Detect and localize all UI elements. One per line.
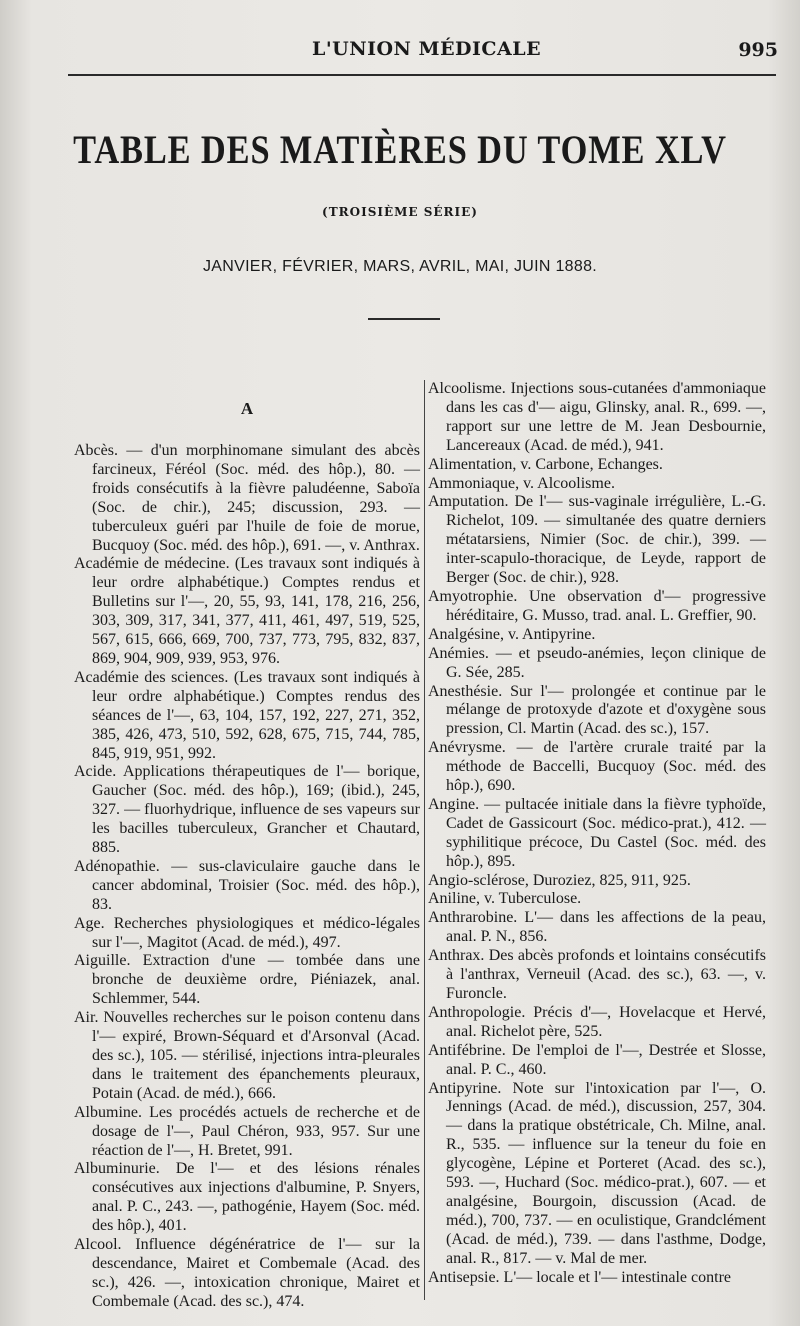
index-entry: Alimentation, v. Carbone, Echanges.	[428, 455, 663, 473]
column-divider	[424, 380, 425, 1300]
index-entry: Anthrarobine. L'— dans les affections de la peau, anal. P. N., 856.	[428, 909, 766, 946]
section-letter: A	[240, 399, 254, 418]
index-entry: Académie de médecine. (Les travaux sont indiqués à leur ordre alphabétique.) Comptes rendus et Bulletins sur l'—, 20, 55, 93, 141, 178, 216, 256, 303, 309, 317, 341, 377, 411, 461, 497, 519, 525, 567, 615, 666, 669, 700, 737, 773, 795, 832, 837, 869, 904, 909, 939, 953, 976.	[74, 555, 420, 667]
index-entry: Antifébrine. De l'emploi de l'—, Destrée et Slosse, anal. P. C., 460.	[428, 1041, 766, 1078]
index-entry: Ammoniaque, v. Alcoolisme.	[428, 474, 615, 492]
right-column	[428, 380, 766, 1288]
left-column	[74, 380, 420, 1312]
index-entry: Aniline, v. Tuberculose.	[428, 890, 582, 908]
index-entry: Antisepsie. L'— locale et l'— intestinale contre	[428, 1268, 732, 1286]
index-entry: Albumine. Les procédés actuels de recherche et de dosage de l'—, Paul Chéron, 933, 957. Sur une réaction de l'—, H. Bretet, 991.	[74, 1103, 420, 1159]
journal-name: L'UNION MÉDICALE	[312, 38, 542, 60]
index-entry: Anthropologie. Précis d'—, Hovelacque et Hervé, anal. Richelot père, 525.	[428, 1003, 766, 1040]
index-entry: Alcool. Influence dégénératrice de l'— sur la descendance, Mairet et Combemale (Acad. des sc.), 426. —, intoxication chronique, Mairet et Combemale (Acad. des sc.), 474.	[74, 1236, 420, 1310]
index-entry: Age. Recherches physiologiques et médico-légales sur l'—, Magitot (Acad. de méd.), 497.	[74, 914, 420, 951]
series-subtitle: (TROISIÈME SÉRIE)	[322, 205, 478, 219]
index-entry: Analgésine, v. Antipyrine.	[428, 625, 596, 643]
page-number: 995	[738, 39, 778, 61]
index-entry: Angio-sclérose, Duroziez, 825, 911, 925.	[428, 871, 691, 889]
index-entry: Air. Nouvelles recherches sur le poison contenu dans l'— expiré, Brown-Séquard et d'Arsonval (Acad. des sc.), 105. — stérilisé, injections intra-pleurales dans le traitement des épanchements pleuraux, Potain (Acad. de méd.), 666.	[74, 1009, 420, 1102]
period-line: JANVIER, FÉVRIER, MARS, AVRIL, MAI, JUIN 1888.	[202, 258, 598, 275]
index-entry: Amputation. De l'— sus-vaginale irrégulière, L.-G. Richelot, 109. — simultanée des quatre derniers métatarsiens, Nimier (Soc. de chir.), 399. — inter-scapulo-thoracique, de Leyde, rapport de Berger (Soc. de chir.), 928.	[428, 493, 766, 587]
section-rule	[368, 318, 440, 320]
index-entry: Anémies. — et pseudo-anémies, leçon clinique de G. Sée, 285.	[428, 644, 766, 681]
index-entry: Académie des sciences. (Les travaux sont indiqués à leur ordre alphabétique.) Comptes rendus des séances de l'—, 63, 104, 157, 192, 227, 271, 352, 385, 426, 473, 510, 592, 628, 675, 715, 744, 785, 845, 919, 951, 992.	[74, 668, 420, 762]
index-entry: Abcès. — d'un morphinomane simulant des abcès farcineux, Féréol (Soc. méd. des hôp.), 80. — froids consécutifs à la fièvre paludéenne, Saboïa (Soc. de chir.), 245; discussion, 293. — tuberculeux guéri par l'huile de foie de morue, Bucquoy (Soc. méd. des hôp.), 691. —, v. Anthrax.	[74, 442, 420, 554]
index-entry: Acide. Applications thérapeutiques de l'— borique, Gaucher (Soc. méd. des hôp.), 169; (ibid.), 245, 327. — fluorhydrique, influence de ses vapeurs sur les bacilles tuberculeux, Grancher et Chautard, 885.	[74, 763, 420, 857]
index-entry: Anesthésie. Sur l'— prolongée et continue par le mélange de protoxyde d'azote et d'oxygène sous pression, Cl. Martin (Acad. des sc.), 157.	[428, 682, 766, 738]
index-entry: Anthrax. Des abcès profonds et lointains consécutifs à l'anthrax, Verneuil (Acad. des sc.), 63. —, v. Furoncle.	[428, 947, 766, 1002]
header-rule	[68, 74, 776, 76]
index-entry: Anévrysme. — de l'artère crurale traité par la méthode de Baccelli, Bucquoy (Soc. méd. des hôp.), 690.	[428, 739, 766, 795]
index-entry: Alcoolisme. Injections sous-cutanées d'ammoniaque dans les cas d'— aigu, Glinsky, anal. R., 699. —, rapport sur une lettre de M. Jean Desbournie, Lancereaux (Acad. de méd.), 941.	[428, 380, 766, 454]
index-entry: Albuminurie. De l'— et des lésions rénales consécutives aux injections d'albumine, P. Snyers, anal. P. C., 243. —, pathogénie, Hayem (Soc. méd. des hôp.), 401.	[74, 1160, 420, 1235]
running-header	[0, 38, 800, 68]
index-entry: Antipyrine. Note sur l'intoxication par l'—, O. Jennings (Acad. de méd.), discussion, 257, 304. — dans la pratique obstétricale, Ch. Milne, anal. R., 535. — influence sur la teneur du foie en glycogène, Lépine et Porteret (Acad. des sc.), 593. —, Huchard (Soc. médico-prat.), 607. — et analgésine, Bourgoin, discussion (Acad. de méd.), 700, 737. — en oculistique, Grandclément (Acad. de méd.), 739. — dans l'asthme, Dodge, anal. R., 817. — v. Mal de mer.	[428, 1079, 766, 1267]
index-entry: Angine. — pultacée initiale dans la fièvre typhoïde, Cadet de Gassicourt (Soc. médico-prat.), 412. — syphilitique précoce, Du Castel (Soc. méd. des hôp.), 895.	[428, 795, 766, 870]
page-title: TABLE DES MATIÈRES DU TOME XLV	[73, 127, 727, 172]
index-entry: Adénopathie. — sus-claviculaire gauche dans le cancer abdominal, Troisier (Soc. méd. des hôp.), 83.	[74, 857, 420, 913]
index-entry: Aiguille. Extraction d'une — tombée dans une bronche de deuxième ordre, Piéniazek, anal. Schlemmer, 544.	[74, 952, 420, 1008]
index-entry: Amyotrophie. Une observation d'— progressive héréditaire, G. Musso, trad. anal. L. Greffier, 90.	[428, 587, 766, 624]
